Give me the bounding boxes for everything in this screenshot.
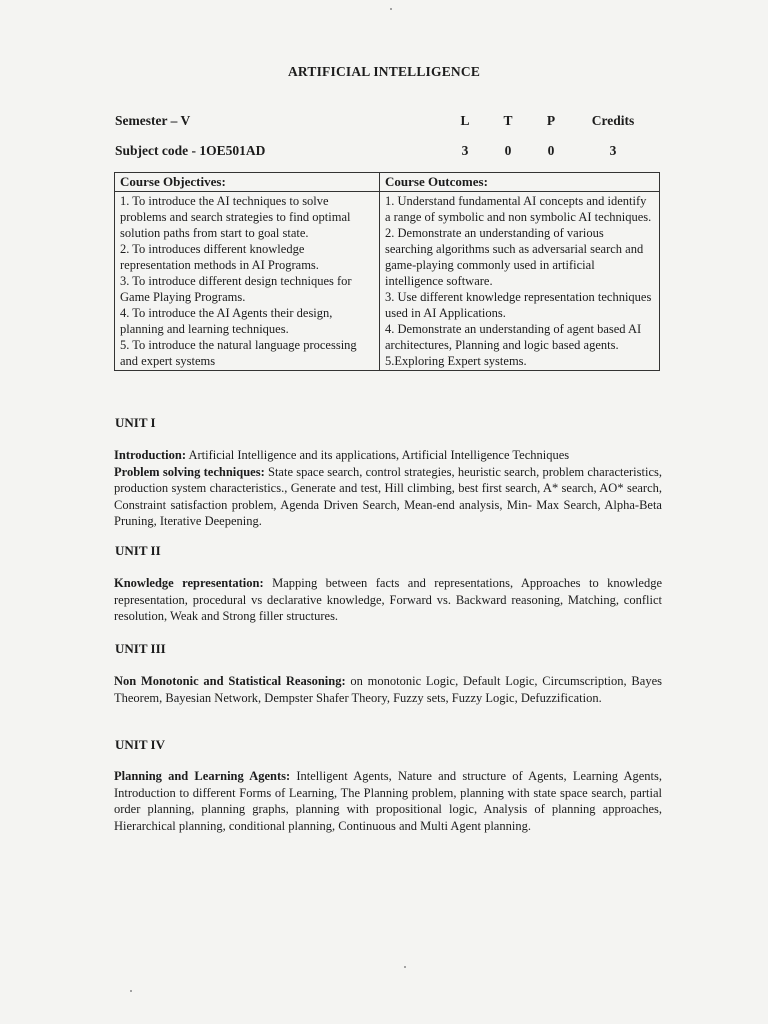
credits-value: 3 [609,143,617,158]
scan-speck [130,990,132,992]
unit-2-body [114,575,662,625]
paragraph-lead: Problem solving techniques: [114,464,265,479]
paragraph-lead: Knowledge representation: [114,576,264,590]
p-header: P [546,113,556,128]
course-outcomes-header: Course Outcomes: [380,173,660,192]
t-header: T [503,113,513,128]
paragraph [114,768,662,834]
l-header: L [460,113,470,128]
page-title: ARTIFICIAL INTELLIGENCE [287,64,481,79]
outcomes-cell [380,192,660,371]
paragraph-text: Mapping between facts and representations, Approaches to knowledge representation, procedural vs declarative knowledge, Forward vs. Backward reasoning, Matching, conflict resolution, Weak and Strong filler structures. [114,576,662,623]
objective-item: 2. To introduces different knowledge representation methods in AI Programs. [120,242,319,272]
unit-2-heading: UNIT II [115,543,161,558]
subject-code-row [115,143,655,161]
paragraph-text: Artificial Intelligence and its applications, Artificial Intelligence Techniques [186,448,570,462]
credits-header: Credits [591,113,635,128]
unit-1-body [114,447,662,530]
table-header-row [115,173,660,192]
scan-speck [390,8,392,10]
semester-row [115,113,655,131]
objectives-cell [115,192,380,371]
objective-item: 3. To introduce different design techniques for Game Playing Programs. [120,274,352,304]
outcome-item: 4. Demonstrate an understanding of agent based AI architectures, Planning and logic based agents. [385,322,642,352]
objective-item: 4. To introduce the AI Agents their design, planning and learning techniques. [120,306,333,336]
paragraph [114,464,662,530]
unit-3-body [114,673,662,706]
outcome-item: 3. Use different knowledge representation techniques used in AI Applications. [385,290,652,320]
unit-4-heading: UNIT IV [115,737,165,752]
table-row [115,192,660,371]
objective-item: 1. To introduce the AI techniques to solve problems and search strategies to find optimal solution paths from start to goal state. [120,194,351,240]
unit-4-body [114,768,662,834]
paragraph [114,673,662,706]
outcome-item: 2. Demonstrate an understanding of various searching algorithms such as adversarial search and game-playing commonly used in artificial intelligence software. [385,226,644,288]
paragraph-text: State space search, control strategies, heuristic search, problem characteristics, production system characteristics., Generate and test, Hill climbing, best first search, A* search, AO* search, Constraint satisfaction problem, Agenda Driven Search, Mean-end analysis, Min- Max Search, Alpha-Beta Pruning, Iterative Deepening. [114,464,662,528]
paragraph-text: Intelligent Agents, Nature and structure of Agents, Learning Agents, Introduction to different Forms of Learning, The Planning problem, planning with state space search, partial order planning, planning graphs, planning with propositional logic, Analysis of planning approaches, Hierarchical planning, conditional planning, Continuous and Multi Agent planning. [114,769,662,833]
paragraph-lead: Non Monotonic and Statistical Reasoning: [114,674,346,688]
paragraph-text: on monotonic Logic, Default Logic, Circumscription, Bayes Theorem, Bayesian Network, Dempster Shafer Theory, Fuzzy sets, Fuzzy Logic, Defuzzification. [114,674,662,705]
objectives-outcomes-table [114,172,660,371]
semester-label: Semester – V [115,113,191,128]
p-value: 0 [547,143,555,158]
subject-code-label: Subject code - 1OE501AD [115,143,266,158]
objective-item: 5. To introduce the natural language processing and expert systems [120,338,357,368]
outcome-item: 1. Understand fundamental AI concepts and identify a range of symbolic and non symbolic AI techniques. [385,194,652,224]
t-value: 0 [504,143,512,158]
paragraph [114,575,662,625]
paragraph [114,447,662,464]
outcome-item: 5.Exploring Expert systems. [385,354,527,368]
course-objectives-header: Course Objectives: [115,173,380,192]
unit-1-heading: UNIT I [115,415,156,430]
l-value: 3 [461,143,469,158]
paragraph-lead: Introduction: [114,448,187,462]
unit-3-heading: UNIT III [115,641,166,656]
scan-speck [404,966,406,968]
paragraph-lead: Planning and Learning Agents: [114,769,291,783]
